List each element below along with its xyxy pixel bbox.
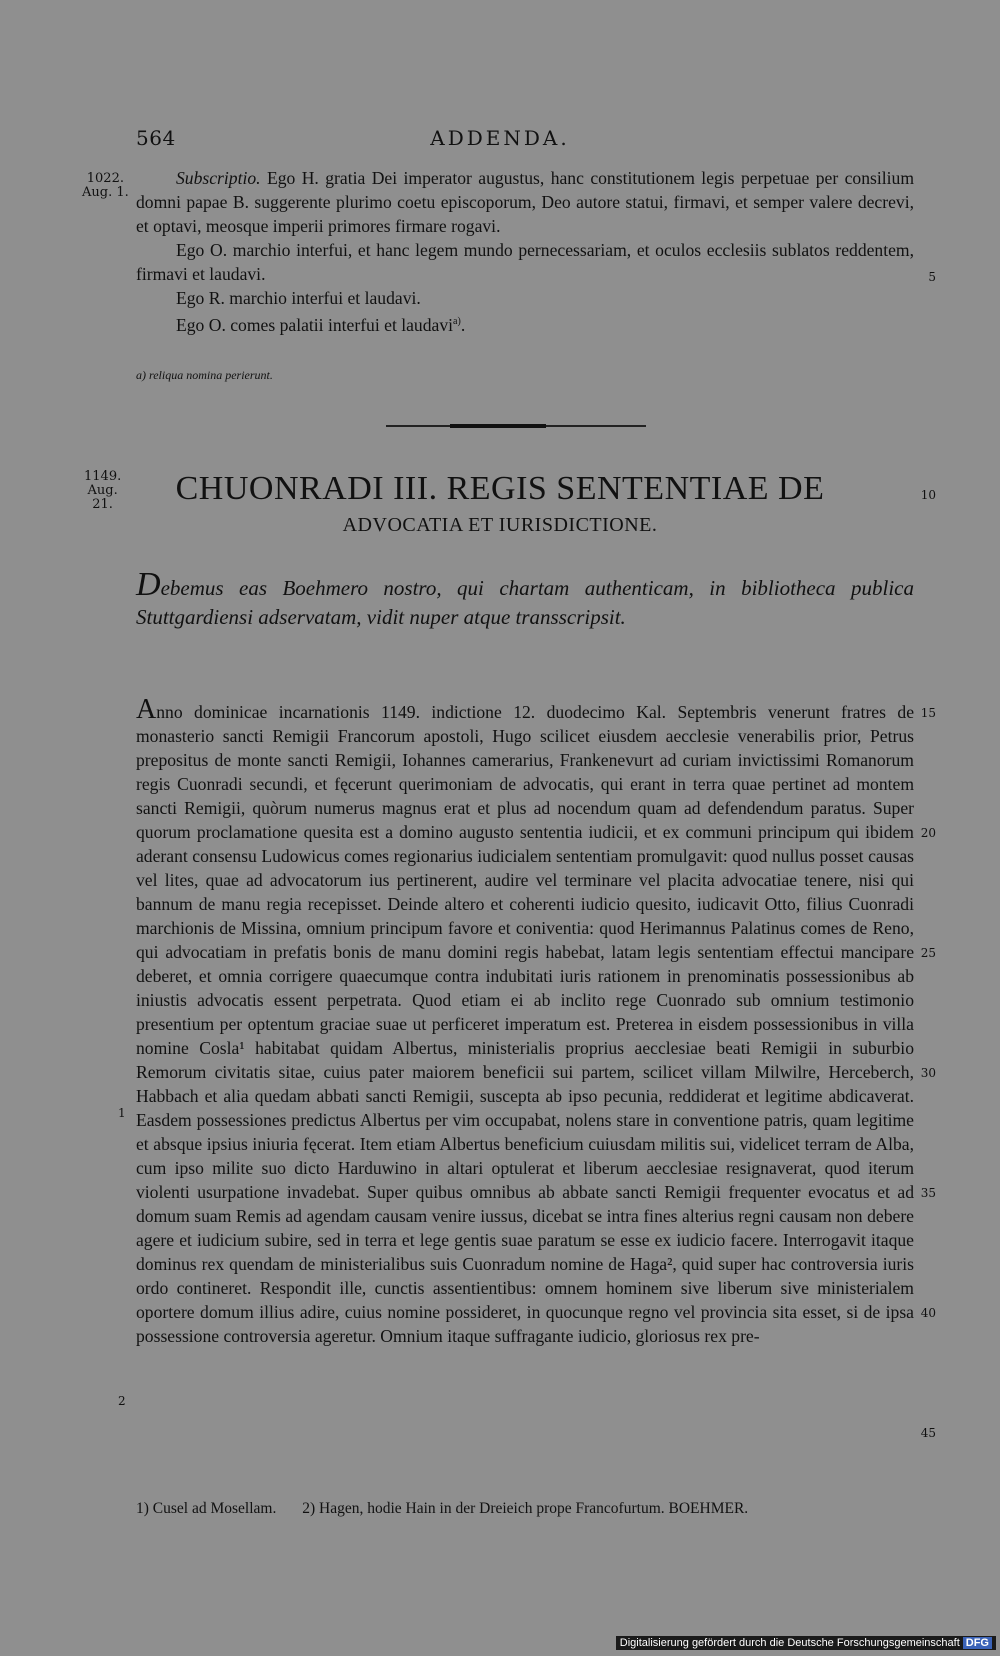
line-number: 25 bbox=[920, 946, 936, 960]
line-number: 40 bbox=[920, 1306, 936, 1320]
footnote-a: a) reliqua nomina perierunt. bbox=[136, 368, 273, 382]
margin-date-month: Aug. 1. bbox=[82, 185, 129, 200]
footnotes bbox=[136, 1500, 914, 1518]
charter-paragraph bbox=[136, 694, 914, 1348]
dfg-logo: DFG bbox=[963, 1637, 992, 1649]
charter-dropcap: A bbox=[136, 694, 157, 725]
section-subtitle: ADVOCATIA ET IURISDICTIONE. bbox=[342, 514, 658, 536]
margin-date-day: 21. bbox=[92, 497, 113, 512]
line-number: 5 bbox=[928, 270, 936, 284]
signature-paragraph-1: Ego O. marchio interfui, et hanc legem mundo pernecessariam, et oculos ecclesiis sublatos reddentem, firmavi et laudavi. bbox=[136, 240, 914, 284]
footnote-2: 2) Hagen, hodie Hain in der Dreieich prope Francofurtum. BOEHMER. bbox=[302, 1500, 749, 1517]
charter-body: nno dominicae incarnationis 1149. indictione 12. duodecimo Kal. Septembris venerunt fratres de monasterio sancti Remigii Francorum apostoli, Hugo scilicet eiusdem aecclesie venerabilis prior, Petrus prepositus de monte sancti Remigii, Iohannes camerarius, Frankenevurt ad curiam invictissimi Romanorum regis Cuonradi secundi, et fęcerunt querimoniam de advocatis, qui erant in terra quae pertinet ad montem sancti Remigii, quòrum numerus magnus erat et plus ad nocendum quam ad defendendum paratus. Super quorum proclamatione quesita est a domino augusto sententia iudicii, et ex communi principum qui ibidem aderant consensu Ludowicus comes regionarius iudicialem sententiam promulgavit: quod nullus posset causas vel lites, quae ad advocatorum ius pertinerent, audire vel terminare vel placita advocatiae tenere, nisi qui bannum de manu regia recepisset. Deinde altero et coherenti iudicio quesito, iudicavit Otto, filius Cuonradi marchionis de Missina, omnium principum favore et coniventia: quod Herimannus Palatinus comes de Reno, qui advocatiam in prefatis bonis de manu domini regis habebat, latam legis sententiam effectui mancipare deberet, et omnia corrigere quaecumque contra indubitati iuris rationem in prenominatis possessionibus ab iniustis advocatis essent perpetrata. Quod etiam ei ab inclito rege Cuonrado sub omnium testimonio presentium per optentum graciae suae ut perficeret imperatum est. Preterea in eisdem possessionibus in villa nomine Cosla¹ habitabat quidam Albertus, ministerialis proprius aecclesiae beati Remigii in suburbio Remorum civitatis sitae, cuius pater maiorem beneficii sui partem, scilicet villam Milwilre, Herceberch, Habbach et alia quedam abbati sancti Remigii, suscepta ab ipso pecunia, reddiderat et legitime abdicaverat. Easdem possessiones predictus Albertus per vim occupabat, nolens stare in conventione patris, quam legitime et absque ipsius iniuria fęcerat. Item etiam Albertus beneficium cuiusdam militis sui, videlicet terram de Alba, cum ipso milite suo dicto Harduwino in altari optulerat et liberum aecclesiae resignaverat, quod iterum violenti usurpatione invadebat. Super quibus omnibus ab abbate sancti Remigii frequenter evocatus et ad domum suam Remis ad agendam causam venire iussus, dicebat se intra fines alterius regni causam non debere agere et iudicium subire, sed in terra et lege gentis suae paratum se esse ex iudicio facere. Interrogavit itaque dominus rex quendam de ministerialibus suis Cuonradum nomine de Haga², quid super hac controversia iuris ordo contineret. Respondit ille, cunctis assentientibus: omnem hominem sive liberum sive ministerialem oportere domum illius adire, cuius nomine possideret, in quocunque regno vel provincia sita esset, si de ipsa possessione controversia ageretur. Omnium itaque suffragante iudicio, gloriosus rex pre- bbox=[136, 702, 914, 1346]
page-number: 564 bbox=[136, 126, 176, 150]
subscription-text: Ego H. gratia Dei imperator augustus, hanc constitutionem legis perpetuae per consilium domni papae B. suggerente plurimo coetu episcoporum, Deo autore statui, firmavi, et semper valere decrevi, et optavi, meosque imperii primores firmare rogavi. bbox=[136, 168, 914, 236]
signature-paragraph-2: Ego R. marchio interfui et laudavi. bbox=[176, 288, 421, 308]
line-number: 10 bbox=[920, 488, 936, 502]
dfg-credit bbox=[616, 1636, 996, 1650]
credit-text: Digitalisierung gefördert durch die Deutsche Forschungsgemeinschaft bbox=[619, 1637, 960, 1649]
margin-date-year: 1149. bbox=[84, 469, 122, 484]
section-divider-ornament bbox=[450, 424, 546, 428]
section-title: CHUONRADI III. REGIS SENTENTIAE DE bbox=[175, 470, 825, 507]
margin-date-year: 1022. bbox=[86, 171, 124, 186]
subscription-lead: Subscriptio. bbox=[176, 168, 261, 188]
line-number: 20 bbox=[920, 826, 936, 840]
intro-dropcap: D bbox=[136, 566, 161, 603]
margin-date-month: Aug. bbox=[87, 483, 118, 498]
signature-text: Ego O. comes palatii interfui et laudavi bbox=[176, 314, 454, 335]
margin-date-1022 bbox=[82, 172, 129, 200]
subscription-paragraph bbox=[136, 166, 914, 238]
intro-text: ebemus eas Boehmero nostro, qui chartam authenticam, in bibliotheca publica Stuttgardiensi adservatam, vidit nuper atque transscripsit. bbox=[136, 576, 914, 629]
signature-paragraph-3 bbox=[136, 310, 914, 337]
charter-text bbox=[136, 694, 914, 1348]
running-title: ADDENDA. bbox=[430, 126, 570, 150]
subscription-block bbox=[136, 166, 914, 337]
signature-end: . bbox=[460, 314, 466, 335]
editorial-intro bbox=[136, 566, 914, 632]
footnote-marker-left: 2 bbox=[118, 1394, 126, 1408]
footnote-marker-a: a) bbox=[453, 316, 461, 327]
footnote-1: 1) Cusel ad Mosellam. bbox=[136, 1500, 277, 1517]
line-number: 15 bbox=[920, 706, 936, 720]
line-number: 35 bbox=[920, 1186, 936, 1200]
line-number: 30 bbox=[920, 1066, 936, 1080]
footnote-marker-left: 1 bbox=[118, 1106, 126, 1120]
line-number: 45 bbox=[920, 1426, 936, 1440]
